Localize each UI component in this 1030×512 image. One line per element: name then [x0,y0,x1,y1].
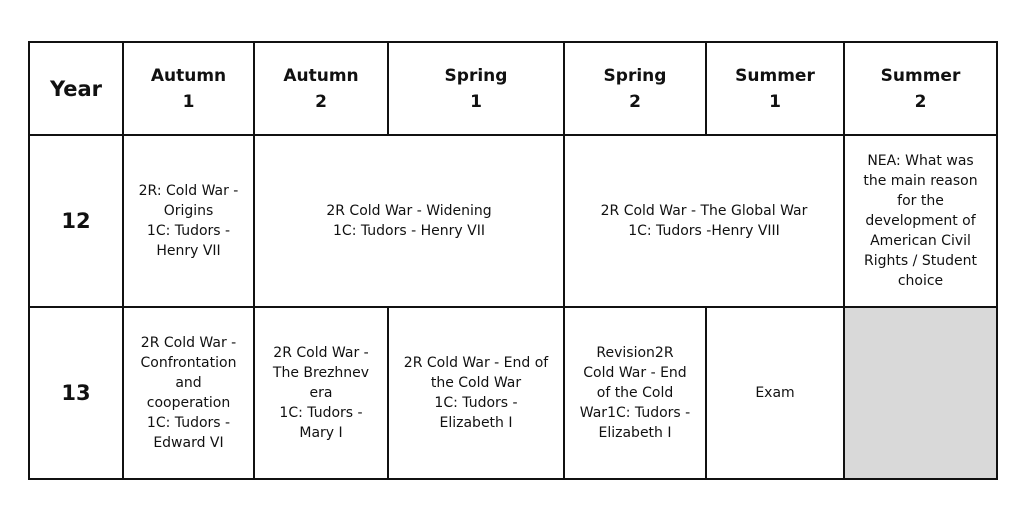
cell-line: 1C: Tudors - [146,415,231,431]
header-year: Year [29,42,123,135]
cell-line: NEA: What was [867,153,974,169]
header-row [29,42,997,135]
year-12-spring-2-summer-1-cell [564,135,844,307]
header-spring-2 [564,42,706,135]
cell-line: Origins [163,203,214,219]
header-summer-2-number: 2 [914,91,927,112]
year-13-label: 13 [29,307,123,479]
header-spring-1-number: 1 [470,91,482,112]
cell-line: 1C: Tudors - Henry VII [333,223,485,239]
header-summer-1-number: 1 [769,91,781,112]
cell-line: the Cold War [430,375,522,391]
cell-line: Confrontation [140,355,237,371]
cell-line: American Civil [870,233,971,249]
header-autumn-2-number: 2 [315,91,327,112]
header-summer-1 [706,42,844,135]
year-12-autumn-1-cell [123,135,254,307]
header-autumn-1-term: Autumn [150,65,227,86]
cell-line: 2R Cold War - The Global War [600,203,808,219]
cell-line: Edward VI [153,435,224,451]
header-spring-1 [388,42,564,135]
year-13-summer-1-cell [706,307,844,479]
cell-line: War1C: Tudors - [579,405,691,421]
header-autumn-1 [123,42,254,135]
year-12-summer-2-cell [844,135,997,307]
cell-line: Exam [755,385,795,401]
cell-line: choice [897,273,944,289]
cell-line: 2R Cold War - End of [403,355,549,371]
cell-line: Elizabeth I [439,415,513,431]
cell-line: the main reason [863,173,978,189]
header-spring-1-term: Spring [444,65,508,86]
cell-line: cooperation [146,395,231,411]
year-12-label: 12 [29,135,123,307]
header-summer-2 [844,42,997,135]
year-13-spring-1-cell [388,307,564,479]
header-spring-2-number: 2 [629,91,641,112]
year-12-row [29,135,997,307]
header-autumn-1-number: 1 [182,91,195,112]
year-13-summer-2-empty-cell [844,307,997,479]
cell-line: The Brezhnev [272,365,370,381]
year-13-autumn-2-cell [254,307,388,479]
year-12-autumn-2-spring-1-cell [254,135,564,307]
year-13-autumn-1-cell [123,307,254,479]
year-13-spring-2-cell [564,307,706,479]
cell-line: development of [865,213,976,229]
cell-line: Henry VII [156,243,221,259]
cell-line: 2R: Cold War - [138,183,239,199]
header-autumn-2 [254,42,388,135]
header-summer-2-term: Summer [880,65,961,86]
cell-line: and [175,375,202,391]
curriculum-table [28,41,998,480]
cell-line: Rights / Student [864,253,977,269]
cell-line: Mary I [299,425,343,441]
cell-line: for the [897,193,944,209]
cell-line: 2R Cold War - Widening [326,203,492,219]
year-13-row [29,307,997,479]
cell-line: Revision2R [596,345,674,361]
header-autumn-2-term: Autumn [283,65,359,86]
cell-line: 1C: Tudors - [434,395,518,411]
cell-line: era [309,385,333,401]
header-summer-1-term: Summer [735,65,815,86]
cell-line: 1C: Tudors - [279,405,363,421]
cell-line: 1C: Tudors -Henry VIII [628,223,780,239]
header-spring-2-term: Spring [603,65,667,86]
cell-line: of the Cold [596,385,674,401]
cell-line: 2R Cold War - [273,345,369,361]
cell-line: 1C: Tudors - [146,223,231,239]
cell-line: 2R Cold War - [140,335,237,351]
cell-line: Elizabeth I [598,425,672,441]
cell-line: Cold War - End [583,365,687,381]
